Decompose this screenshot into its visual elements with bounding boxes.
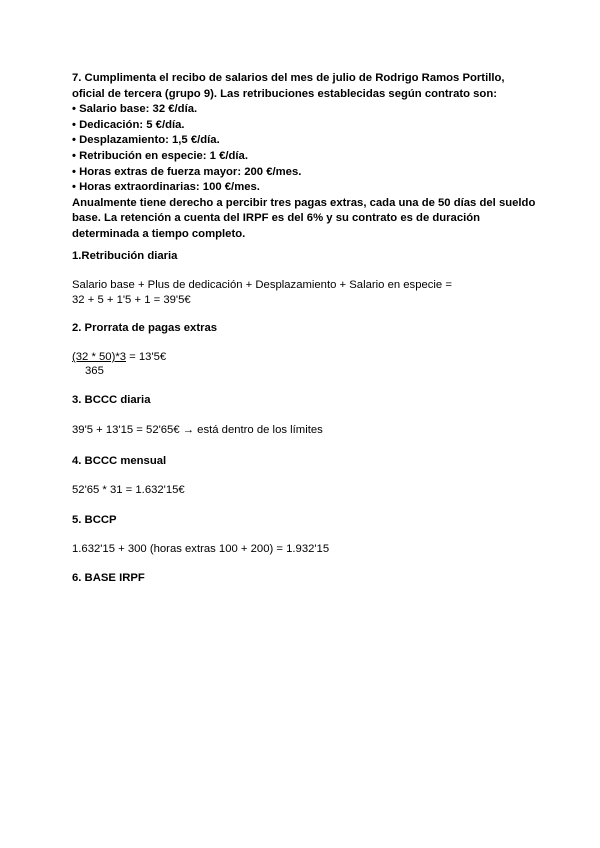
statement-line: determinada a tiempo completo. [72,227,246,240]
fraction-result: = 13'5€ [126,351,167,363]
section-3-calculation: 39'5 + 13'15 = 52'65€ → está dentro de los límites [72,424,323,436]
statement-line: • Dedicación: 5 €/día. [72,118,185,131]
exercise-statement [72,71,542,243]
section-1-formula: Salario base + Plus de dedicación + Desplazamiento + Salario en especie = [72,279,452,291]
statement-line: • Salario base: 32 €/día. [72,103,198,116]
section-5-heading: 5. BCCP [72,514,117,526]
statement-line: oficial de tercera (grupo 9). Las retribuciones establecidas según contrato son: [72,87,497,100]
document-page [72,71,542,584]
section-5-calculation: 1.632'15 + 300 (horas extras 100 + 200) = 1.932'15 [72,543,330,555]
statement-line: • Retribución en especie: 1 €/día. [72,149,248,162]
statement-line: 7. Cumplimenta el recibo de salarios del mes de julio de Rodrigo Ramos Portillo, [72,72,505,84]
section-3-heading: 3. BCCC diaria [72,394,151,406]
section-1-heading: 1.Retribución diaria [72,250,178,262]
statement-line: • Horas extraordinarias: 100 €/mes. [72,181,260,194]
section-4-heading: 4. BCCC mensual [72,455,167,467]
fraction-numerator: (32 * 50)*3 [72,351,127,363]
statement-line: • Horas extras de fuerza mayor: 200 €/mes. [72,165,302,178]
section-1-result: 32 + 5 + 1'5 + 1 = 39'5€ [72,294,191,306]
statement-line: Anualmente tiene derecho a percibir tres pagas extras, cada una de 50 días del sueldo [72,196,536,209]
section-4-calculation: 52'65 * 31 = 1.632'15€ [72,484,185,496]
statement-line: base. La retención a cuenta del IRPF es del 6% y su contrato es de duración [72,212,481,225]
statement-line: • Desplazamiento: 1,5 €/día. [72,134,220,147]
section-2-heading: 2. Prorrata de pagas extras [72,322,218,334]
fraction-denominator: 365 [85,365,104,377]
section-6-heading: 6. BASE IRPF [72,572,145,584]
